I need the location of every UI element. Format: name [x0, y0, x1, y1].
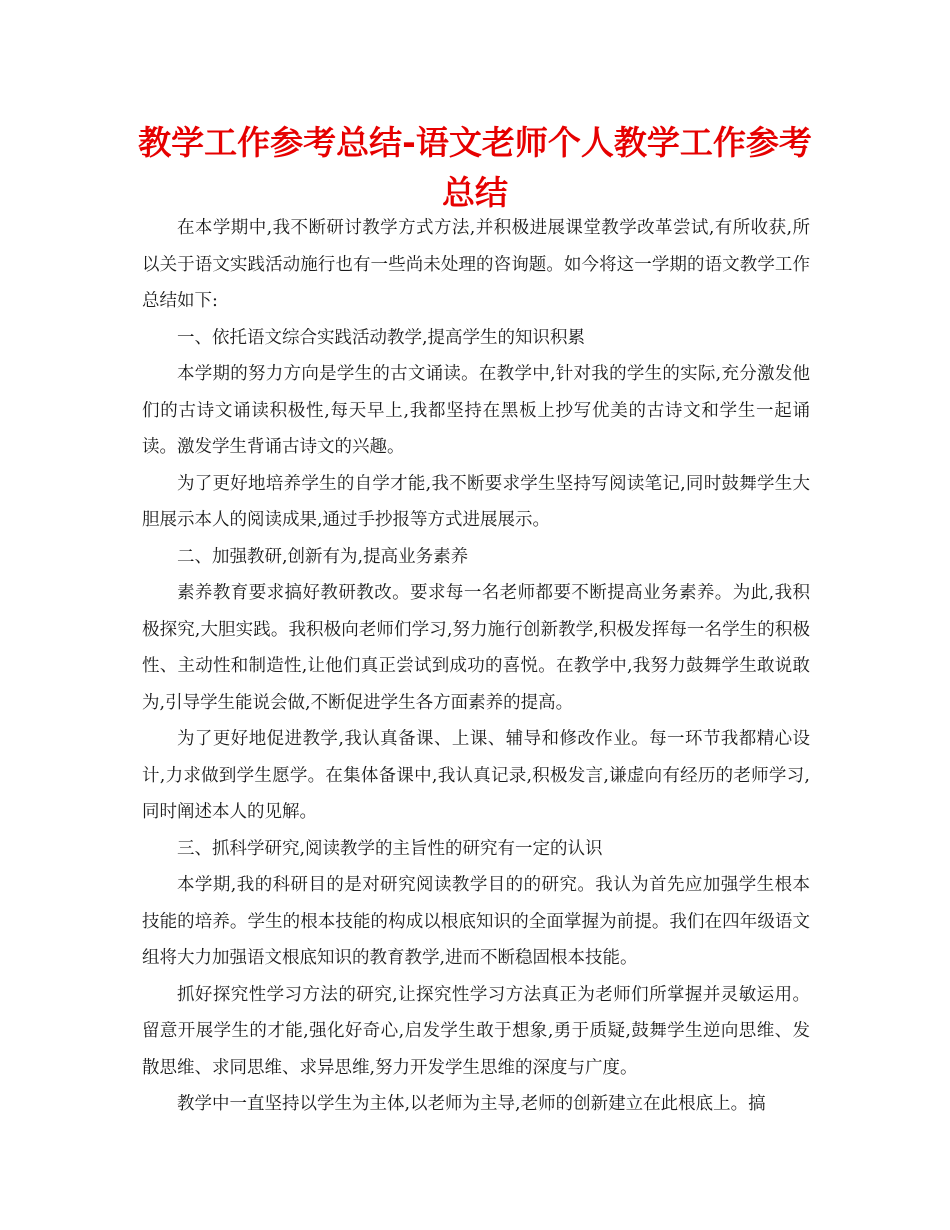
paragraph-truncated: 教学中一直坚持以学生为主体,以老师为主导,老师的创新建立在此根底上。搞 [177, 1094, 766, 1114]
document-body [142, 210, 810, 1123]
paragraph: 抓好探究性学习方法的研究,让探究性学习方法真正为老师们所掌握并灵敏运用。留意开展学生的才能,强化好奇心,启发学生敢于想象,勇于质疑,鼓舞学生逆向思维、发散思维、求同思维、求异思维,努力开发学生思维的深度与广度。 [142, 984, 810, 1078]
paragraph: 为了更好地培养学生的自学才能,我不断要求学生坚持写阅读笔记,同时鼓舞学生大胆展示本人的阅读成果,通过手抄报等方式进展展示。 [142, 473, 810, 530]
paragraph: 素养教育要求搞好教研教改。要求每一名老师都要不断提高业务素养。为此,我积极探究,大胆实践。我积极向老师们学习,努力施行创新教学,积极发挥每一名学生的积极性、主动性和制造性,让他们真正尝试到成功的喜悦。在教学中,我努力鼓舞学生敢说敢为,引导学生能说会做,不断促进学生各方面素养的提高。 [142, 583, 810, 713]
document-title: 教学工作参考总结-语文老师个人教学工作参考总结 [138, 123, 812, 212]
section-heading-1: 一、依托语文综合实践活动教学,提高学生的知识积累 [177, 327, 586, 348]
section-heading-2: 二、加强教研,创新有为,提高业务素养 [177, 546, 469, 567]
paragraph: 本学期,我的科研目的是对研究阅读教学目的的研究。我认为首先应加强学生根本技能的培养。学生的根本技能的构成以根底知识的全面掌握为前提。我们在四年级语文组将大力加强语文根底知识的教育教学,进而不断稳固根本技能。 [142, 875, 810, 968]
paragraph: 为了更好地促进教学,我认真备课、上课、辅导和修改作业。每一环节我都精心设计,力求做到学生愿学。在集体备课中,我认真记录,积极发言,谦虚向有经历的老师学习,同时阐述本人的见解。 [142, 729, 810, 822]
paragraph: 本学期的努力方向是学生的古文诵读。在教学中,针对我的学生的实际,充分激发他们的古诗文诵读积极性,每天早上,我都坚持在黑板上抄写优美的古诗文和学生一起诵读。激发学生背诵古诗文的兴趣。 [142, 364, 810, 457]
section-heading-3: 三、抓科学研究,阅读教学的主旨性的研究有一定的认识 [177, 838, 603, 859]
paragraph-intro: 在本学期中,我不断研讨教学方式方法,并积极进展课堂教学改革尝试,有所收获,所以关于语文实践活动施行也有一些尚未处理的咨询题。如今将这一学期的语文教学工作总结如下: [142, 218, 810, 311]
